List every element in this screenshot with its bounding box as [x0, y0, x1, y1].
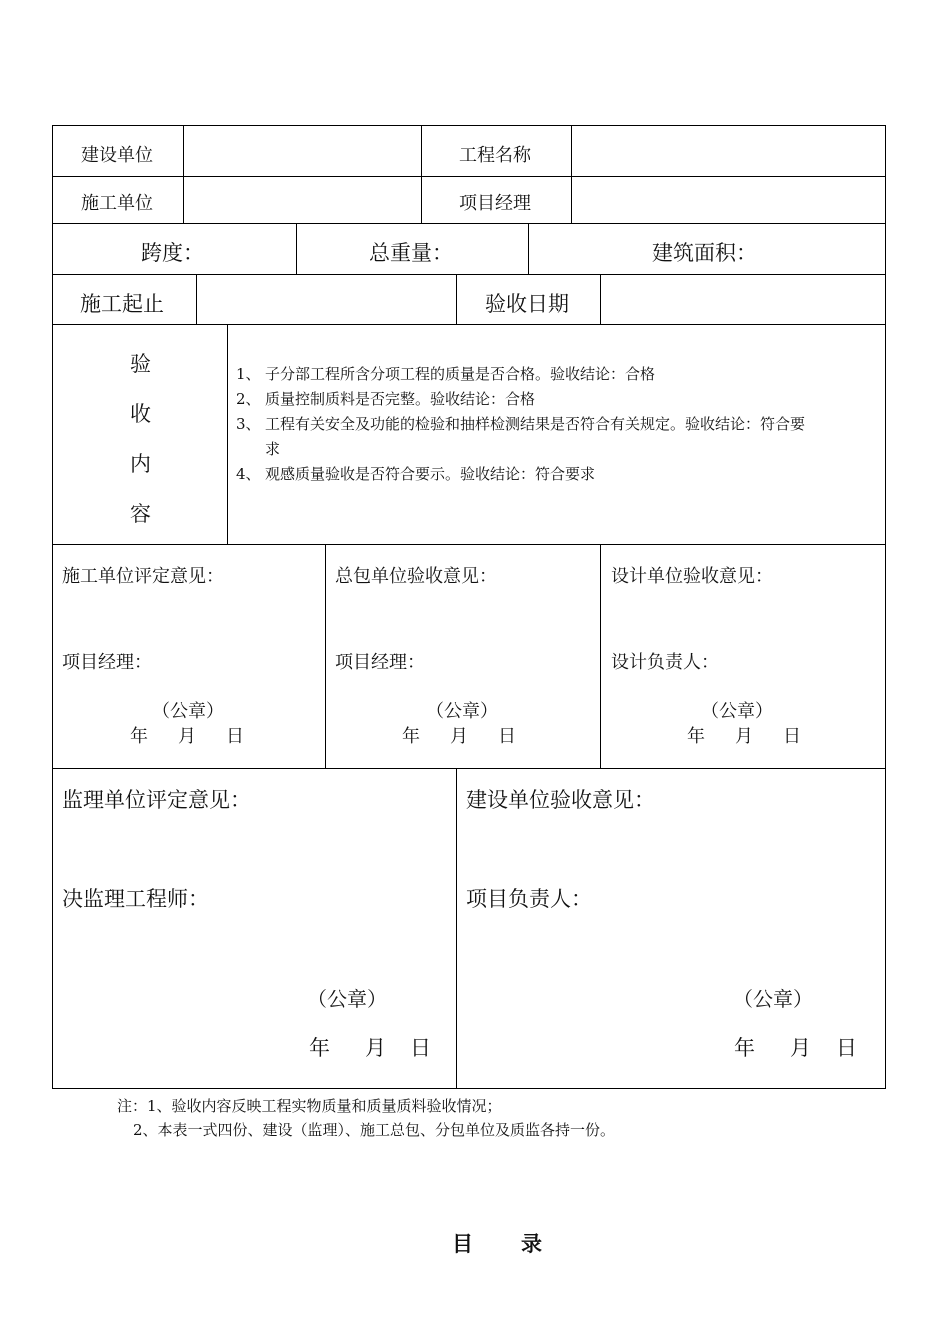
signer-label: 项目经理： — [62, 652, 152, 673]
note-line: 注：1、验收内容反映工程实物质量和质量质料验收情况； — [117, 1097, 502, 1115]
col-divider — [456, 768, 457, 1089]
signer-label: 项目负责人： — [466, 887, 592, 911]
official-seal: （公章） — [152, 701, 224, 722]
acceptance-item: 子分部工程所含分项工程的质量是否合格。验收结论：合格 — [265, 365, 656, 383]
date-month: 月 — [450, 726, 468, 747]
col-divider — [325, 544, 326, 768]
acceptance-item: 观感质量验收是否符合要示。验收结论：符合要求 — [265, 465, 596, 483]
acceptance-form-table — [52, 125, 886, 1089]
label-building-area: 建筑面积： — [652, 241, 757, 265]
acceptance-item: 工程有关安全及功能的检验和抽样检测结果是否符合有关规定。验收结论：符合要 — [265, 415, 806, 433]
toc-title: 目 录 — [452, 1231, 544, 1256]
official-seal: （公章） — [701, 701, 773, 722]
label-acceptance-date: 验收日期 — [485, 292, 569, 316]
col-divider — [183, 125, 184, 223]
label-span: 跨度： — [141, 241, 204, 265]
col-divider — [227, 324, 228, 544]
col-divider — [456, 274, 457, 324]
col-divider — [296, 223, 297, 274]
note-line: 2、本表一式四份、建设（监理）、施工总包、分包单位及质监各持一份。 — [133, 1121, 616, 1139]
date-year: 年 — [130, 726, 148, 747]
construction-period-field[interactable] — [198, 276, 455, 323]
construction-unit-field[interactable] — [185, 127, 420, 175]
item-number: 2、 — [236, 390, 261, 408]
date-month: 月 — [735, 726, 753, 747]
col-divider — [528, 223, 529, 274]
label-builder-unit: 施工单位 — [81, 193, 153, 214]
label-construction-period: 施工起止 — [80, 292, 164, 316]
content-label-char: 内 — [130, 452, 151, 476]
row-divider — [52, 544, 886, 545]
date-day: 日 — [783, 726, 801, 747]
label-construction-unit: 建设单位 — [81, 145, 153, 166]
acceptance-date-field[interactable] — [602, 276, 884, 323]
opinion-title: 监理单位评定意见： — [62, 788, 251, 812]
row-divider — [52, 176, 886, 177]
item-number: 4、 — [236, 465, 261, 483]
date-day: 日 — [836, 1036, 857, 1060]
opinion-title: 总包单位验收意见： — [335, 566, 497, 587]
opinion-title: 设计单位验收意见： — [611, 566, 773, 587]
label-project-manager: 项目经理 — [459, 193, 531, 214]
row-divider — [52, 768, 886, 769]
col-divider — [196, 274, 197, 324]
signer-label: 决监理工程师： — [62, 887, 209, 911]
official-seal: （公章） — [733, 987, 813, 1011]
content-label-char: 容 — [130, 502, 151, 526]
col-divider — [600, 274, 601, 324]
builder-unit-field[interactable] — [185, 178, 420, 222]
signer-label: 设计负责人： — [611, 652, 719, 673]
opinion-title: 施工单位评定意见： — [62, 566, 224, 587]
date-day: 日 — [410, 1036, 431, 1060]
acceptance-item: 质量控制质料是否完整。验收结论：合格 — [265, 390, 536, 408]
content-label-char: 收 — [130, 402, 151, 426]
date-month: 月 — [790, 1036, 811, 1060]
official-seal: （公章） — [307, 987, 387, 1011]
date-year: 年 — [402, 726, 420, 747]
project-name-field[interactable] — [573, 127, 884, 175]
signer-label: 项目经理： — [335, 652, 425, 673]
col-divider — [571, 125, 572, 223]
row-divider — [52, 274, 886, 275]
content-label-char: 验 — [130, 352, 151, 376]
col-divider — [600, 544, 601, 768]
date-day: 日 — [498, 726, 516, 747]
col-divider — [421, 125, 422, 223]
date-year: 年 — [687, 726, 705, 747]
date-year: 年 — [734, 1036, 755, 1060]
row-divider — [52, 324, 886, 325]
date-month: 月 — [365, 1036, 386, 1060]
label-total-weight: 总重量： — [369, 241, 453, 265]
item-number: 3、 — [236, 415, 261, 433]
opinion-title: 建设单位验收意见： — [466, 788, 655, 812]
official-seal: （公章） — [426, 701, 498, 722]
date-day: 日 — [226, 726, 244, 747]
item-number: 1、 — [236, 365, 261, 383]
date-year: 年 — [309, 1036, 330, 1060]
acceptance-item-continued: 求 — [265, 440, 281, 458]
date-month: 月 — [178, 726, 196, 747]
project-manager-field[interactable] — [573, 178, 884, 222]
row-divider — [52, 223, 886, 224]
label-project-name: 工程名称 — [459, 145, 531, 166]
